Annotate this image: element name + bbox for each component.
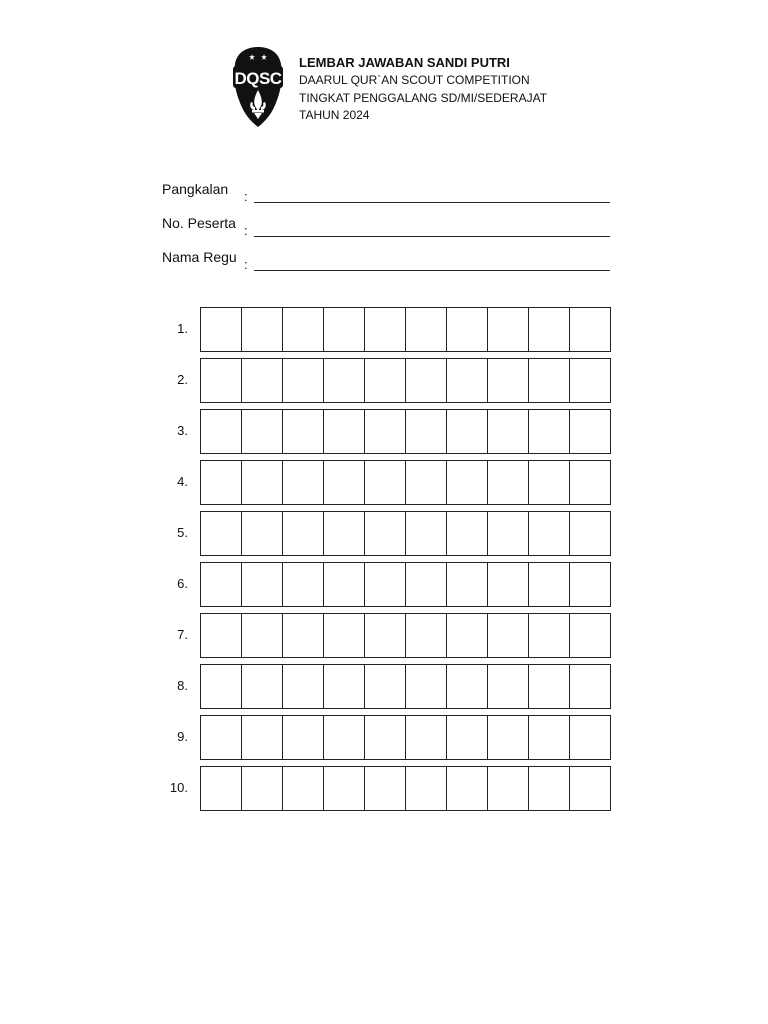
answer-box[interactable]	[529, 308, 570, 351]
answer-box[interactable]	[201, 308, 242, 351]
answer-box[interactable]	[201, 461, 242, 504]
pangkalan-input-line[interactable]	[254, 202, 610, 203]
answer-box[interactable]	[447, 614, 488, 657]
answer-box[interactable]	[529, 665, 570, 708]
answer-box[interactable]	[570, 461, 611, 504]
answer-box[interactable]	[570, 308, 611, 351]
answer-row	[162, 562, 612, 613]
answer-box[interactable]	[242, 308, 283, 351]
answer-row	[162, 766, 612, 817]
answer-box[interactable]	[283, 563, 324, 606]
sheet-header	[231, 46, 591, 130]
answer-box[interactable]	[488, 716, 529, 759]
answer-row	[162, 358, 612, 409]
answer-box[interactable]	[570, 563, 611, 606]
field-no-peserta	[162, 214, 612, 248]
answer-box[interactable]	[365, 716, 406, 759]
answer-box[interactable]	[324, 563, 365, 606]
answer-box[interactable]	[406, 716, 447, 759]
answer-box[interactable]	[201, 410, 242, 453]
answer-boxes	[200, 511, 611, 556]
competition-level: TINGKAT PENGGALANG SD/MI/SEDERAJAT	[299, 90, 548, 105]
answer-row-number: 3.	[177, 423, 188, 438]
answer-box[interactable]	[242, 359, 283, 402]
answer-box[interactable]	[447, 461, 488, 504]
answer-row-number: 5.	[177, 525, 188, 540]
answer-box[interactable]	[488, 767, 529, 810]
answer-box[interactable]	[529, 461, 570, 504]
answer-box[interactable]	[201, 359, 242, 402]
answer-box[interactable]	[324, 461, 365, 504]
field-colon: :	[244, 257, 248, 272]
answer-box[interactable]	[242, 461, 283, 504]
answer-box[interactable]	[242, 614, 283, 657]
answer-box[interactable]	[365, 563, 406, 606]
answer-box[interactable]	[447, 767, 488, 810]
answer-box[interactable]	[365, 461, 406, 504]
answer-box[interactable]	[242, 767, 283, 810]
answer-row-number: 1.	[177, 321, 188, 336]
answer-box[interactable]	[365, 359, 406, 402]
field-label: Pangkalan	[162, 181, 229, 197]
field-label: Nama Regu	[162, 249, 237, 265]
answer-box[interactable]	[529, 614, 570, 657]
answer-box[interactable]	[447, 410, 488, 453]
answer-box[interactable]	[529, 563, 570, 606]
field-label: No. Peserta	[162, 215, 236, 231]
answer-box[interactable]	[488, 614, 529, 657]
answer-box[interactable]	[283, 767, 324, 810]
answer-row	[162, 409, 612, 460]
answer-box[interactable]	[488, 308, 529, 351]
answer-box[interactable]	[529, 512, 570, 555]
answer-box[interactable]	[529, 716, 570, 759]
answer-box[interactable]	[201, 512, 242, 555]
competition-name: DAARUL QUR`AN SCOUT COMPETITION	[299, 73, 530, 87]
answer-box[interactable]	[488, 410, 529, 453]
answer-box[interactable]	[447, 665, 488, 708]
answer-box[interactable]	[324, 716, 365, 759]
header-titles	[299, 54, 589, 125]
answer-box[interactable]	[529, 410, 570, 453]
answer-box[interactable]	[324, 410, 365, 453]
answer-box[interactable]	[447, 512, 488, 555]
answer-box[interactable]	[406, 665, 447, 708]
answer-row	[162, 664, 612, 715]
answer-row	[162, 307, 612, 358]
answer-grid	[162, 307, 612, 817]
answer-box[interactable]	[201, 665, 242, 708]
answer-boxes	[200, 409, 611, 454]
no-peserta-input-line[interactable]	[254, 236, 610, 237]
answer-box[interactable]	[201, 614, 242, 657]
answer-box[interactable]	[570, 665, 611, 708]
answer-box[interactable]	[529, 359, 570, 402]
answer-box[interactable]	[488, 563, 529, 606]
answer-boxes	[200, 613, 611, 658]
answer-box[interactable]	[406, 359, 447, 402]
answer-box[interactable]	[242, 563, 283, 606]
answer-box[interactable]	[283, 410, 324, 453]
answer-box[interactable]	[406, 410, 447, 453]
answer-box[interactable]	[283, 614, 324, 657]
answer-boxes	[200, 562, 611, 607]
answer-box[interactable]	[324, 767, 365, 810]
answer-row	[162, 460, 612, 511]
answer-box[interactable]	[447, 563, 488, 606]
answer-box[interactable]	[242, 716, 283, 759]
answer-row-number: 8.	[177, 678, 188, 693]
answer-box[interactable]	[324, 614, 365, 657]
answer-boxes	[200, 766, 611, 811]
answer-row	[162, 715, 612, 766]
answer-box[interactable]	[406, 563, 447, 606]
answer-box[interactable]	[324, 308, 365, 351]
answer-box[interactable]	[283, 461, 324, 504]
answer-box[interactable]	[570, 410, 611, 453]
identity-fields	[162, 180, 612, 282]
answer-box[interactable]	[406, 461, 447, 504]
answer-box[interactable]	[488, 461, 529, 504]
answer-box[interactable]	[324, 665, 365, 708]
answer-box[interactable]	[406, 512, 447, 555]
answer-box[interactable]	[406, 614, 447, 657]
field-pangkalan	[162, 180, 612, 214]
answer-boxes	[200, 358, 611, 403]
answer-box[interactable]	[365, 614, 406, 657]
answer-box[interactable]	[488, 512, 529, 555]
answer-box[interactable]	[365, 665, 406, 708]
answer-box[interactable]	[365, 767, 406, 810]
answer-box[interactable]	[570, 767, 611, 810]
answer-boxes	[200, 664, 611, 709]
answer-box[interactable]	[283, 308, 324, 351]
answer-box[interactable]	[365, 512, 406, 555]
answer-row-number: 7.	[177, 627, 188, 642]
answer-box[interactable]	[406, 308, 447, 351]
answer-box[interactable]	[283, 512, 324, 555]
answer-box[interactable]	[447, 716, 488, 759]
answer-boxes	[200, 307, 611, 352]
answer-box[interactable]	[201, 563, 242, 606]
dqsc-scout-emblem-icon	[231, 46, 285, 128]
answer-row-number: 6.	[177, 576, 188, 591]
answer-box[interactable]	[283, 716, 324, 759]
answer-box[interactable]	[201, 716, 242, 759]
logo-lettering: DQSC	[234, 69, 282, 88]
answer-row-number: 10.	[169, 780, 188, 795]
answer-box[interactable]	[365, 308, 406, 351]
field-colon: :	[244, 189, 248, 204]
answer-box[interactable]	[570, 614, 611, 657]
answer-box[interactable]	[242, 512, 283, 555]
field-nama-regu	[162, 248, 612, 282]
answer-box[interactable]	[324, 512, 365, 555]
answer-box[interactable]	[283, 359, 324, 402]
answer-box[interactable]	[324, 359, 365, 402]
answer-boxes	[200, 460, 611, 505]
answer-boxes	[200, 715, 611, 760]
answer-box[interactable]	[488, 665, 529, 708]
answer-box[interactable]	[283, 665, 324, 708]
field-colon: :	[244, 223, 248, 238]
answer-box[interactable]	[570, 512, 611, 555]
answer-box[interactable]	[447, 359, 488, 402]
page-title: LEMBAR JAWABAN SANDI PUTRI	[299, 55, 510, 70]
answer-row	[162, 613, 612, 664]
answer-box[interactable]	[570, 716, 611, 759]
nama-regu-input-line[interactable]	[254, 270, 610, 271]
answer-box[interactable]	[201, 767, 242, 810]
answer-box[interactable]	[242, 665, 283, 708]
answer-row	[162, 511, 612, 562]
answer-box[interactable]	[570, 359, 611, 402]
answer-row-number: 2.	[177, 372, 188, 387]
answer-row-number: 4.	[177, 474, 188, 489]
answer-box[interactable]	[447, 308, 488, 351]
answer-box[interactable]	[529, 767, 570, 810]
answer-box[interactable]	[488, 359, 529, 402]
answer-box[interactable]	[242, 410, 283, 453]
answer-box[interactable]	[406, 767, 447, 810]
answer-box[interactable]	[365, 410, 406, 453]
competition-year: TAHUN 2024	[299, 108, 370, 122]
answer-row-number: 9.	[177, 729, 188, 744]
